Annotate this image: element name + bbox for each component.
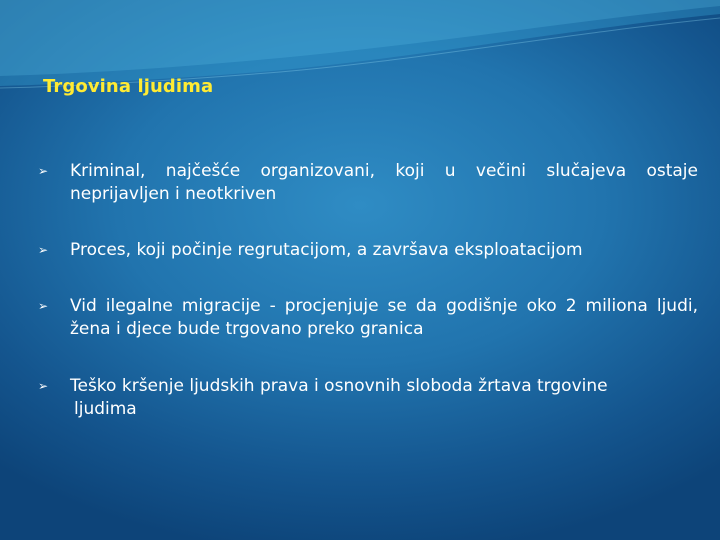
arrowhead-bullet-icon: ➢ xyxy=(38,299,49,313)
bullet-text-block xyxy=(70,375,698,421)
arrowhead-bullet-icon: ➢ xyxy=(38,243,49,257)
bullet-text-line: Teško kršenje ljudskih prava i osnovnih sloboda žrtava trgovine xyxy=(70,376,608,396)
bullet-item xyxy=(38,160,698,206)
bullet-text: Proces, koji počinje regrutacijom, a završava eksploatacijom xyxy=(70,240,583,260)
bullet-item xyxy=(38,239,698,262)
slide-title: Trgovina ljudima xyxy=(43,76,214,97)
bullet-item xyxy=(38,375,698,421)
arrowhead-bullet-icon: ➢ xyxy=(38,379,49,393)
bullet-list xyxy=(38,160,698,421)
bullet-text-line: ljudima xyxy=(74,399,137,419)
arrowhead-bullet-icon: ➢ xyxy=(38,164,49,178)
bullet-text: Vid ilegalne migracije - procjenjuje se da godišnje oko 2 miliona ljudi, žena i djece bude trgovano preko granica xyxy=(70,296,698,339)
bullet-text: Kriminal, najčešće organizovani, koji u večini slučajeva ostaje neprijavljen i neotkriven xyxy=(70,161,698,204)
bullet-item xyxy=(38,295,698,341)
